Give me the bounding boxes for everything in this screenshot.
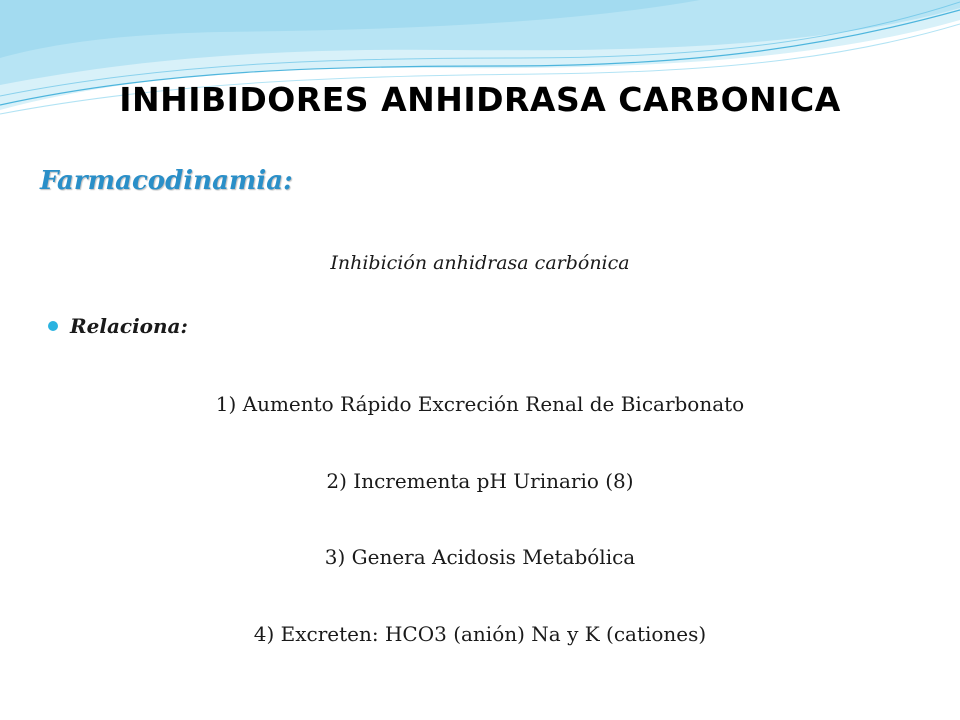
list-item-2: 2) Incrementa pH Urinario (8) <box>326 469 634 493</box>
list-item-4: 4) Excreten: HCO3 (anión) Na y K (cationes) <box>253 622 707 646</box>
mechanism-text: Inhibición anhidrasa carbónica <box>330 252 630 274</box>
bullet-relaciona <box>48 314 188 338</box>
section-subtitle: Farmacodinamia: <box>40 166 293 196</box>
list-item-1: 1) Aumento Rápido Excreción Renal de Bicarbonato <box>215 392 745 416</box>
dot-icon <box>48 321 58 331</box>
bullet-label: Relaciona: <box>70 314 188 338</box>
list-item-3: 3) Genera Acidosis Metabólica <box>324 545 636 569</box>
slide-title: INHIBIDORES ANHIDRASA CARBONICA <box>119 80 841 119</box>
